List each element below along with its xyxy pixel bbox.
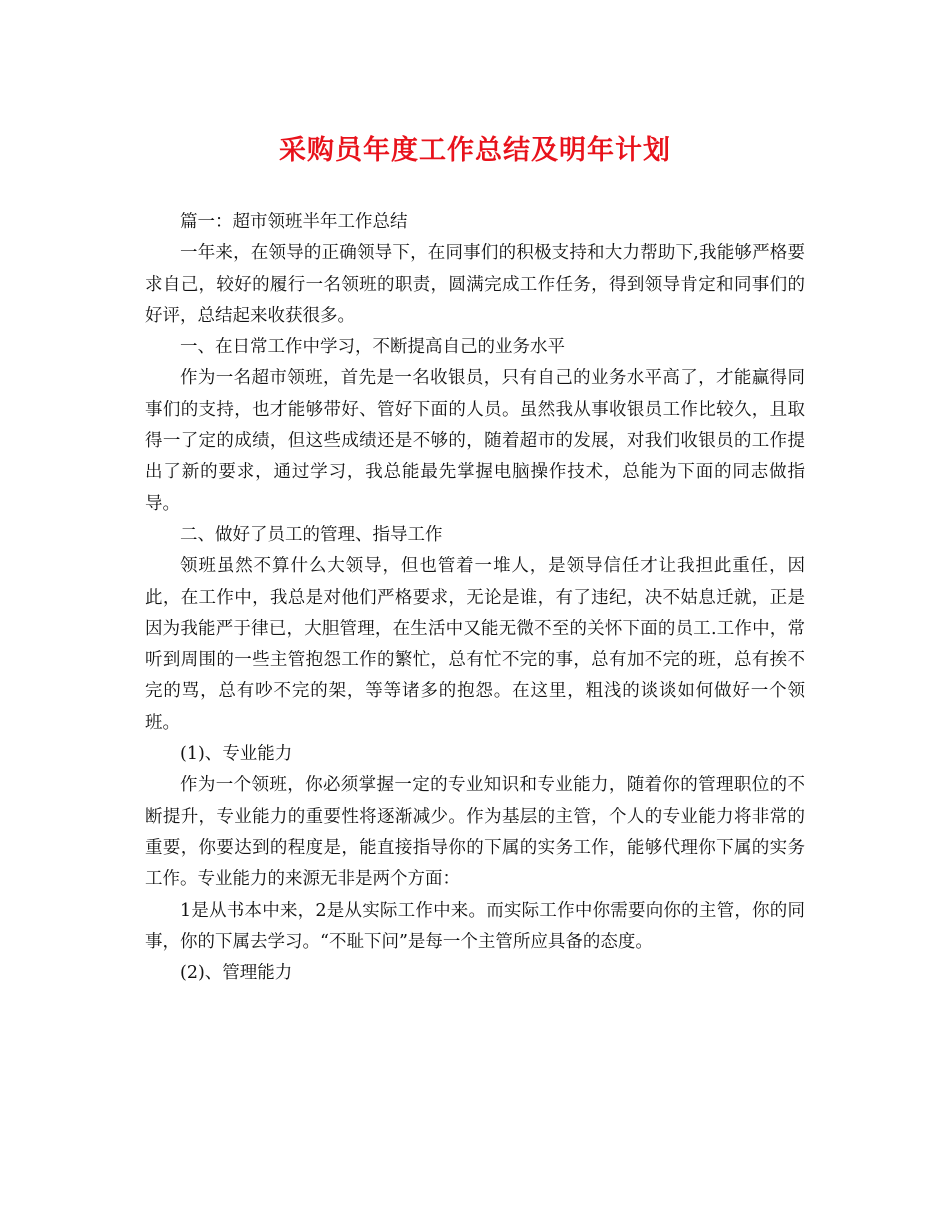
paragraph: 领班虽然不算什么大领导，但也管着一堆人，是领导信任才让我担此重任，因此，在工作中，我总是对他们严格要求，无论是谁，有了违纪，决不姑息迁就，正是因为我能严于律已，大胆管理，在生活中又能无微不至的关怀下面的员工.工作中，常听到周围的一些主管抱怨工作的繁忙，总有忙不完的事，总有加不完的班，总有挨不完的骂，总有吵不完的架，等等诸多的抱怨。在这里，粗浅的谈谈如何做好一个领班。	[145, 556, 805, 733]
section-heading: 一、在日常工作中学习，不断提高自己的业务水平	[180, 337, 565, 358]
paragraph: 1是从书本中来，2是从实际工作中来。而实际工作中你需要向你的主管，你的同事，你的下属去学习。“不耻下问”是每一个主管所应具备的态度。	[145, 900, 805, 952]
paragraph: 作为一个领班，你必须掌握一定的专业知识和专业能力，随着你的管理职位的不断提升，专业能力的重要性将逐渐减少。作为基层的主管，个人的专业能力将非常的重要，你要达到的程度是，能直接指导你的下属的实务工作，能够代理你下属的实务工作。专业能力的来源无非是两个方面：	[145, 775, 805, 890]
section-heading: 二、做好了员工的管理、指导工作	[180, 524, 443, 545]
paragraph: 作为一名超市领班，首先是一名收银员，只有自己的业务水平高了，才能赢得同事们的支持，也才能够带好、管好下面的人员。虽然我从事收银员工作比较久，且取得一了定的成绩，但这些成绩还是不够的，随着超市的发展，对我们收银员的工作提出了新的要求，通过学习，我总能最先掌握电脑操作技术，总能为下面的同志做指导。	[145, 368, 805, 514]
subsection-heading: (1)、专业能力	[180, 744, 293, 765]
document-body	[145, 207, 805, 989]
paragraph: 一年来，在领导的正确领导下，在同事们的积极支持和大力帮助下,我能够严格要求自己，较好的履行一名领班的职责，圆满完成工作任务，得到领导肯定和同事们的好评，总结起来收获很多。	[145, 243, 805, 326]
document-title: 采购员年度工作总结及明年计划	[279, 135, 671, 166]
subsection-heading: (2)、管理能力	[180, 963, 293, 984]
section-heading: 篇一：超市领班半年工作总结	[180, 212, 408, 232]
